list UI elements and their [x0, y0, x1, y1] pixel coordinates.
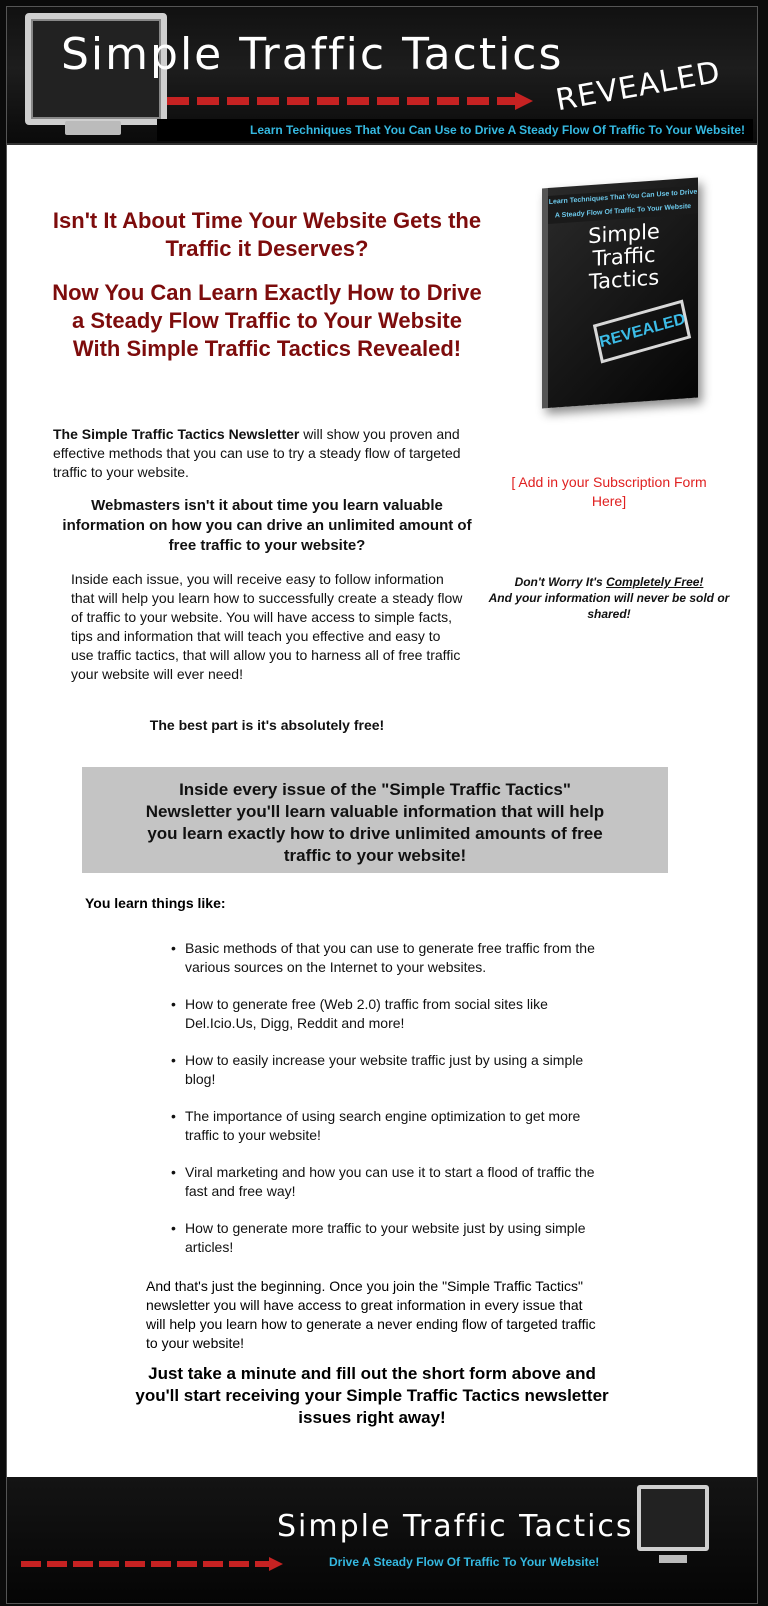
ebook-revealed: REVEALED — [593, 299, 691, 363]
free-notice-prefix: Don't Worry It's — [514, 575, 607, 589]
arrow-head-icon — [515, 92, 533, 110]
page-frame — [6, 6, 758, 1604]
closing-paragraph: And that's just the beginning. Once you join the "Simple Traffic Tactics" newsletter you will have access to great information in every issue that will help you learn how to generate a never ending flow of targeted traffic to your website! — [146, 1278, 596, 1351]
footer-title: Simple Traffic Tactics — [277, 1509, 634, 1544]
footer-banner — [7, 1477, 757, 1603]
footer-monitor-icon — [637, 1485, 709, 1551]
best-part: The best part is it's absolutely free! — [149, 717, 385, 733]
benefits-list — [171, 939, 611, 1275]
final-call-to-action: Just take a minute and fill out the short form above and you'll start receiving your Simple Traffic Tactics newsletter issues right away! — [135, 1364, 609, 1427]
footer-tagline: Drive A Steady Flow Of Traffic To Your Website! — [329, 1555, 600, 1569]
ebook-cover-image — [524, 177, 698, 413]
list-item: • Basic methods of that you can use to generate free traffic from the various sources on the Internet to your websites. — [171, 939, 611, 977]
intro-rest: will show you proven and effective methods that you can use to try a steady flow of targeted traffic to your website. — [53, 426, 461, 480]
ebook-title: Simple Traffic Tactics — [588, 219, 660, 295]
newsletter-callout: Inside every issue of the "Simple Traffic Tactics" Newsletter you'll learn valuable information that will help you learn exactly how to drive unlimited amounts of free traffic to your website! — [82, 767, 668, 873]
ebook-band: Learn Techniques That You Can Use to Drive A Steady Flow Of Traffic To Your Website — [548, 186, 698, 224]
free-notice-underlined: Completely Free! — [606, 575, 704, 589]
list-item: • How to easily increase your website traffic just by using a simple blog! — [171, 1051, 611, 1089]
monitor-stand-icon — [65, 121, 121, 135]
intro-bold: The Simple Traffic Tactics Newsletter — [53, 426, 300, 442]
webmasters-question: Webmasters isn't it about time you learn valuable information on how you can drive an unlimited amount of free traffic to your website? — [62, 497, 472, 554]
headline-2: Now You Can Learn Exactly How to Drive a Steady Flow Traffic to Your Website With Simple Traffic Tactics Revealed! — [52, 280, 482, 361]
learn-label: You learn things like: — [85, 895, 226, 911]
inside-each-paragraph: Inside each issue, you will receive easy to follow information that will help you learn how to successfully create a steady flow of traffic to your website. You will have access to simple facts, tips and information that will teach you effective and easy to use traffic tactics, that will allow you to harness all of free traffic your website will ever need! — [71, 571, 463, 682]
footer-monitor-stand-icon — [659, 1555, 687, 1563]
free-notice-privacy: And your information will never be sold or shared! — [488, 591, 730, 621]
footer-dashed-arrow — [21, 1561, 271, 1567]
headline-1: Isn't It About Time Your Website Gets the Traffic it Deserves? — [52, 208, 482, 261]
list-item: • Viral marketing and how you can use it to start a flood of traffic the fast and free way! — [171, 1163, 611, 1201]
list-item: • How to generate free (Web 2.0) traffic from social sites like Del.Icio.Us, Digg, Reddit and more! — [171, 995, 611, 1033]
list-item: • How to generate more traffic to your website just by using simple articles! — [171, 1219, 611, 1257]
header-tagline: Learn Techniques That You Can Use to Drive A Steady Flow Of Traffic To Your Website! — [157, 119, 753, 141]
ebook-cover — [542, 178, 698, 409]
footer-arrow-head-icon — [269, 1557, 283, 1571]
header-revealed: REVEALED — [553, 54, 724, 119]
dashed-arrow-line — [167, 97, 517, 105]
intro-paragraph — [53, 425, 473, 482]
free-notice — [485, 574, 733, 622]
subscription-form-placeholder[interactable]: [ Add in your Subscription Form Here] — [511, 474, 707, 509]
list-item: • The importance of using search engine optimization to get more traffic to your website! — [171, 1107, 611, 1145]
header-banner — [7, 7, 757, 145]
header-title: Simple Traffic Tactics — [61, 29, 564, 80]
